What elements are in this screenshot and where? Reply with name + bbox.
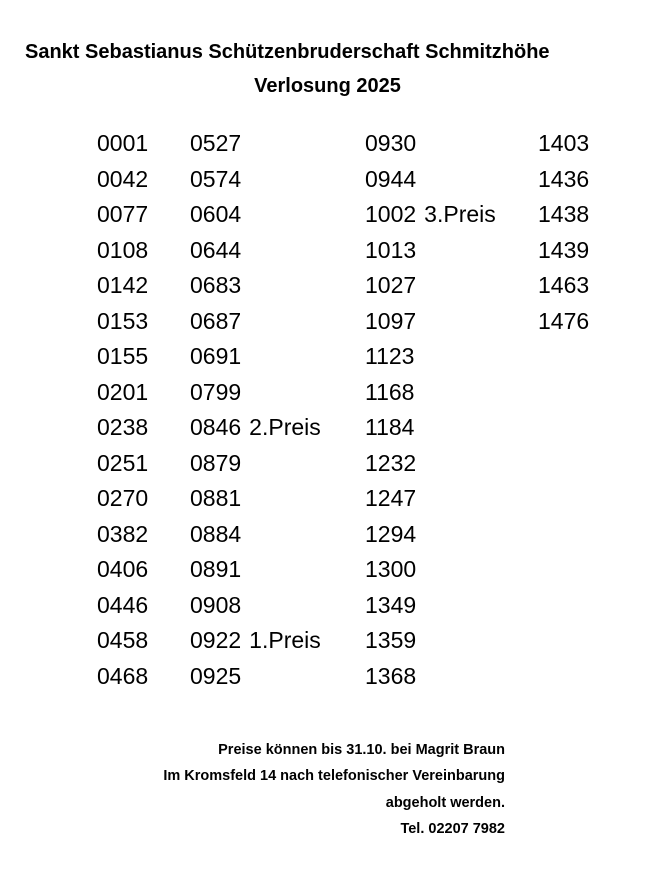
winning-number-row [538,233,589,269]
ticket-number: 0406 [97,556,149,582]
ticket-number: 0644 [190,236,242,263]
winning-number-row [97,197,148,233]
number-column-2 [190,126,321,694]
ticket-number: 0799 [190,378,242,405]
winning-number-row [97,162,148,198]
ticket-number: 0908 [190,591,242,618]
notice-line: abgeholt werden. [385,794,505,811]
winning-number-row [190,233,321,269]
winning-number-row [365,233,496,269]
notice-line: Preise können bis 31.10. bei Magrit Braun [218,742,505,758]
winning-number-row [365,268,496,304]
ticket-number: 1368 [365,662,417,689]
winning-number-row [365,197,496,233]
page-title: Sankt Sebastianus Schützenbruderschaft Schmitzhöhe [25,41,550,63]
ticket-number: 1463 [538,272,590,298]
ticket-number: 0251 [97,449,149,476]
winning-number-row [365,552,496,588]
ticket-number: 0879 [190,449,242,476]
winning-number-row [190,659,321,695]
ticket-number: 0574 [190,165,242,192]
winning-number-row [365,410,496,446]
winning-number-row [97,588,148,624]
winning-number-row [365,126,496,162]
ticket-number: 1247 [365,485,417,511]
ticket-number: 0884 [190,520,242,547]
winning-number-row [365,659,496,695]
winning-number-row [97,552,148,588]
number-column-3 [365,126,496,694]
number-column-1 [97,126,148,694]
winning-number-row [538,126,589,162]
winning-number-row [97,268,148,304]
ticket-number: 0077 [97,201,149,227]
prize-label: 3.Preis [424,201,496,227]
ticket-number: 0238 [97,414,149,440]
ticket-number: 0930 [365,130,417,156]
winning-number-row [190,481,321,517]
ticket-number: 0944 [365,165,417,192]
ticket-number: 1123 [365,343,415,369]
winning-number-row [97,623,148,659]
ticket-number: 0891 [190,556,242,582]
ticket-number: 0201 [97,378,149,405]
ticket-number: 0155 [97,343,149,369]
ticket-number: 0691 [190,343,242,369]
ticket-number: 0153 [97,307,149,334]
ticket-number: 1436 [538,165,590,192]
ticket-number: 1013 [365,236,417,263]
ticket-number: 0142 [97,272,149,298]
ticket-number: 0846 [190,414,242,440]
winning-number-row [190,339,321,375]
winning-number-row [190,126,321,162]
ticket-number: 1232 [365,449,417,476]
ticket-number: 0683 [190,272,242,298]
winning-number-row [365,481,496,517]
winning-number-row [97,446,148,482]
winning-number-row [365,623,496,659]
ticket-number: 1476 [538,307,590,334]
ticket-number: 1168 [365,378,415,405]
winning-number-row [538,268,589,304]
ticket-number: 0527 [190,130,242,156]
notice-line: Tel. 02207 7982 [400,820,505,837]
ticket-number: 0687 [190,307,242,334]
winning-number-row [538,162,589,198]
winning-number-row [190,588,321,624]
ticket-number: 0881 [190,485,242,511]
winning-number-row [97,304,148,340]
winning-number-row [365,304,496,340]
page-subtitle: Verlosung 2025 [254,75,401,97]
ticket-number: 0382 [97,520,149,547]
pickup-notice [163,737,505,842]
ticket-number: 0604 [190,201,242,227]
winning-number-row [190,197,321,233]
ticket-number: 1349 [365,591,417,618]
winning-number-row [190,623,321,659]
ticket-number: 0468 [97,662,149,689]
ticket-number: 1300 [365,556,417,582]
winning-number-row [97,517,148,553]
ticket-number: 1439 [538,236,590,263]
ticket-number: 1002 [365,201,417,227]
ticket-number: 1438 [538,201,590,227]
notice-line: Im Kromsfeld 14 nach telefonischer Vereinbarung [163,768,505,785]
winning-number-row [190,162,321,198]
winning-number-row [97,375,148,411]
ticket-number: 0446 [97,591,149,618]
winning-number-row [190,517,321,553]
winning-number-row [190,375,321,411]
winning-number-row [365,162,496,198]
winning-number-row [365,339,496,375]
winning-number-row [97,659,148,695]
winning-number-row [97,410,148,446]
ticket-number: 0270 [97,485,149,511]
winning-number-row [538,197,589,233]
ticket-number: 0922 [190,627,242,653]
number-column-4 [538,126,589,339]
ticket-number: 0001 [97,130,149,156]
ticket-number: 1359 [365,627,417,653]
ticket-number: 0458 [97,627,149,653]
ticket-number: 1294 [365,520,417,547]
ticket-number: 1184 [365,414,415,440]
winning-number-row [365,588,496,624]
prize-label: 2.Preis [249,414,321,440]
winning-number-row [365,446,496,482]
ticket-number: 1097 [365,307,417,334]
winning-number-row [97,126,148,162]
ticket-number: 0108 [97,236,149,263]
winning-number-row [538,304,589,340]
ticket-number: 1403 [538,130,590,156]
winning-number-row [97,233,148,269]
winning-number-row [190,410,321,446]
winning-number-row [190,268,321,304]
ticket-number: 0925 [190,662,242,689]
winning-number-row [365,375,496,411]
ticket-number: 1027 [365,272,417,298]
ticket-number: 0042 [97,165,149,192]
winning-number-row [365,517,496,553]
winning-number-row [190,552,321,588]
prize-label: 1.Preis [249,627,321,653]
winning-number-row [97,481,148,517]
winning-number-row [190,304,321,340]
winning-number-row [97,339,148,375]
winning-number-row [190,446,321,482]
